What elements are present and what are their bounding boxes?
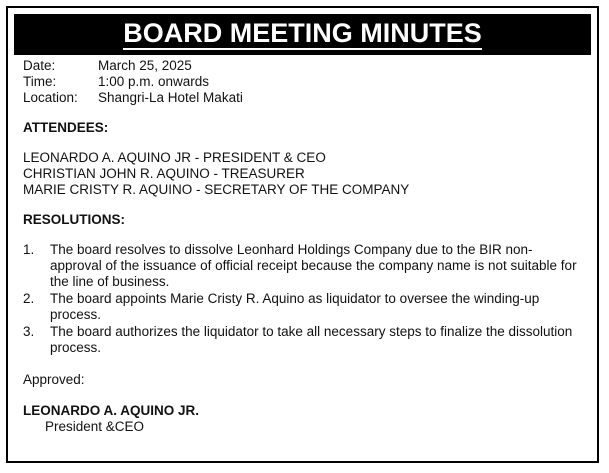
date-label: Date: xyxy=(23,58,56,73)
title-banner xyxy=(14,14,591,55)
minutes-document xyxy=(6,6,599,463)
resolution-number: 3. xyxy=(23,324,35,339)
document-body xyxy=(23,58,583,435)
time-value: 1:00 p.m. onwards xyxy=(98,74,210,89)
meta-row-location xyxy=(23,90,583,106)
location-label: Location: xyxy=(23,90,78,105)
resolution-item xyxy=(23,324,583,356)
resolutions-heading: RESOLUTIONS: xyxy=(23,212,126,227)
attendees-list xyxy=(23,150,583,198)
resolution-number: 2. xyxy=(23,291,35,306)
resolutions-list xyxy=(23,242,583,356)
signer-title: President &CEO xyxy=(45,419,145,434)
date-value: March 25, 2025 xyxy=(98,58,192,73)
signer-name: LEONARDO A. AQUINO JR. xyxy=(23,403,200,418)
resolution-item xyxy=(23,291,583,323)
attendee-item: CHRISTIAN JOHN R. AQUINO - TREASURER xyxy=(23,166,305,181)
document-title: BOARD MEETING MINUTES xyxy=(123,18,482,48)
location-value: Shangri-La Hotel Makati xyxy=(98,90,243,105)
resolution-text: The board appoints Marie Cristy R. Aquino as liquidator to oversee the winding-up process. xyxy=(50,291,540,322)
resolution-item xyxy=(23,242,583,290)
attendee-item: MARIE CRISTY R. AQUINO - SECRETARY OF THE COMPANY xyxy=(23,182,410,197)
time-label: Time: xyxy=(23,74,57,89)
resolution-number: 1. xyxy=(23,242,35,257)
attendee-item: LEONARDO A. AQUINO JR - PRESIDENT & CEO xyxy=(23,150,326,165)
approved-label: Approved: xyxy=(23,372,85,387)
meeting-details xyxy=(23,58,583,106)
resolution-text: The board authorizes the liquidator to take all necessary steps to finalize the dissolution process. xyxy=(50,324,573,355)
resolution-text: The board resolves to dissolve Leonhard Holdings Company due to the BIR non-approval of the issuance of official receipt because the company name is not suitable for the line of business. xyxy=(50,242,577,289)
meta-row-time xyxy=(23,74,583,90)
attendees-heading: ATTENDEES: xyxy=(23,120,109,135)
meta-row-date xyxy=(23,58,583,74)
